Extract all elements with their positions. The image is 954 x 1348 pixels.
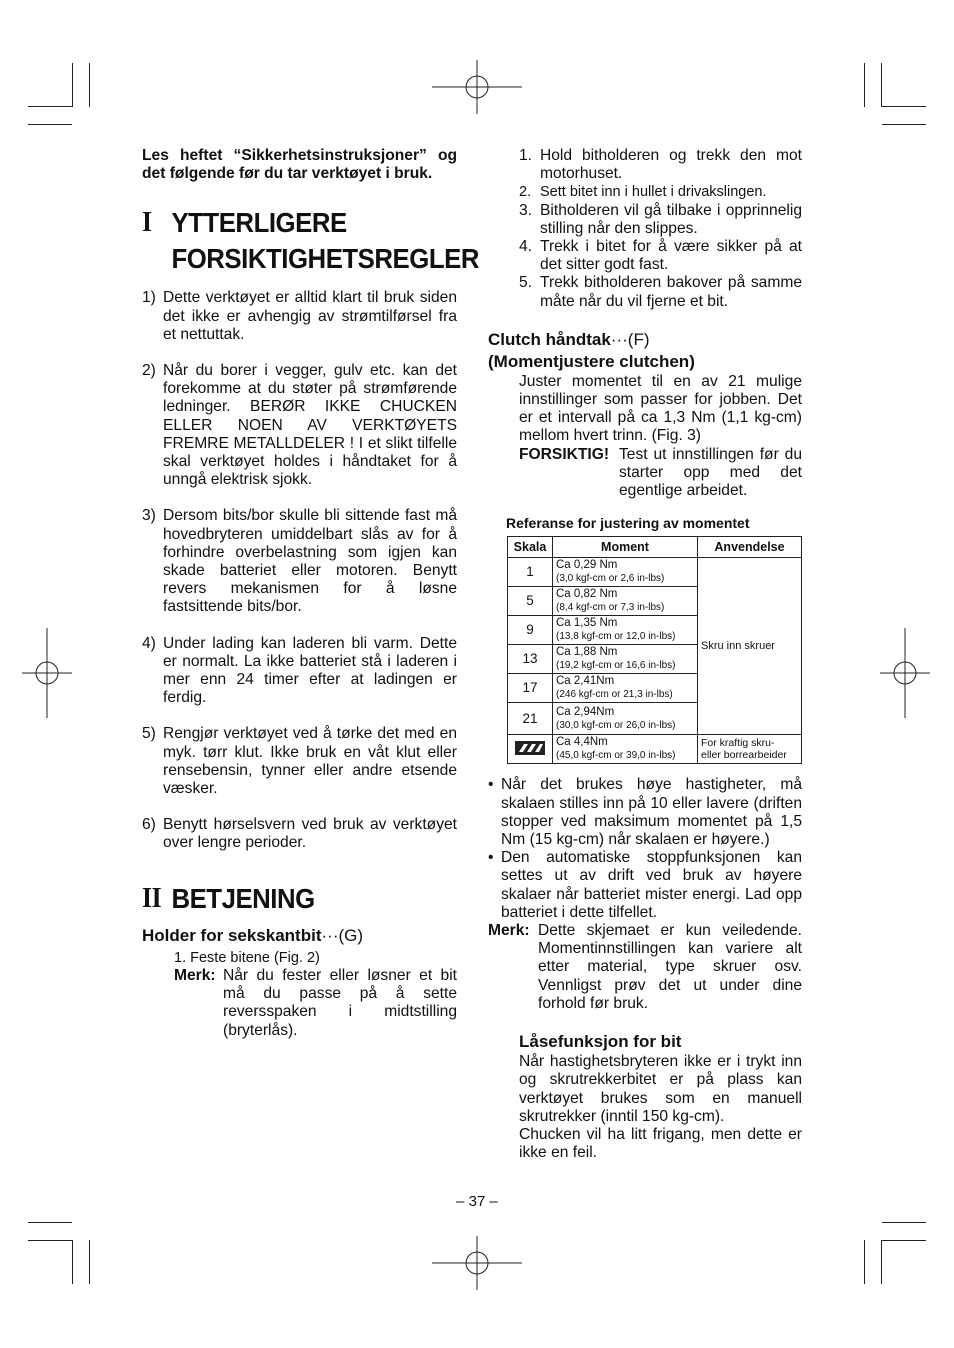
lock-text-1: Når hastighetsbryteren ikke er i trykt inn og skrutrekkerbitet er på plass kan verktøyet brukes som en manuell skrutrekker (inntil 150 kg-cm). — [519, 1053, 802, 1125]
moment-detail: (45,0 kgf-cm or 39,0 in-lbs) — [556, 750, 676, 762]
list-item-number: 2) — [142, 362, 156, 380]
clutch-heading — [488, 329, 802, 373]
list-item-text: Benytt hørselsvern ved bruk av verktøyet over lengre perioder. — [163, 816, 457, 852]
moment-detail: (246 kgf-cm or 21,3 in-lbs) — [556, 689, 673, 701]
moment-detail: (19,2 kgf-cm or 16,6 in-lbs) — [556, 660, 676, 672]
list-item-number: 5. — [519, 274, 533, 292]
table-cell-use: Skru inn skruer — [698, 558, 802, 735]
list-item-text: Bitholderen vil gå tilbake i opprinnelig stilling når den slippes. — [540, 201, 802, 237]
bullet-icon: • — [488, 776, 494, 794]
caution-text: Test ut innstillingen før du starter opp med det egentlige arbeidet. — [619, 445, 802, 500]
list-item — [142, 362, 457, 489]
clutch-caution — [488, 446, 802, 501]
holder-title: Holder for sekskantbit — [142, 925, 322, 945]
moment-detail: (3,0 kgf-cm or 2,6 in-lbs) — [556, 573, 665, 585]
table-cell-use — [698, 735, 802, 764]
list-item-text: Rengjør verktøyet ved å tørke det med en myk. tørr klut. Ikke bruk en våt klut eller rensebensin, tynner eller andre etsende væsker. — [163, 725, 457, 798]
list-item — [142, 507, 457, 616]
list-item-text: Dersom bits/bor skulle bli sittende fast må hovedbryteren umiddelbart slås av for å forhindre overbelastning som igjen kan skade batteriet eller motoren. Benytt revers mekanismen for å løsne fastsittende bits/bor. — [163, 507, 457, 616]
list-item-text: Når du borer i vegger, gulv etc. kan det forekomme at du støter på strømførende ledninger. BERØR IKKE CHUCKEN ELLER NOEN AV VERKTØYETS FREMRE METALLDELER ! I et slikt tilfelle skal verktøyet holdes i håndtaket for å unngå elektrisk sjokk. — [163, 362, 457, 489]
moment-detail: (13,8 kgf-cm or 12,0 in-lbs) — [556, 631, 676, 643]
list-item-number: 2. — [519, 184, 532, 201]
table-cell-scale: 17 — [508, 674, 553, 703]
table-cell-moment — [553, 558, 698, 587]
moment-value: Ca 2,94Nm — [556, 705, 615, 718]
drill-symbol-icon — [515, 741, 545, 755]
moment-value: Ca 0,82 Nm — [556, 588, 618, 601]
merk-text: Dette skjemaet er kun veiledende. Momentinnstillingen kan variere alt etter material, type skruer osv. Vennligst prøv det ut under dine forhold før bruk. — [538, 922, 802, 1012]
table-cell-moment — [553, 674, 698, 703]
list-item-number: 3) — [142, 507, 156, 525]
list-item — [488, 849, 802, 922]
table-header-row — [508, 537, 802, 558]
section-2-heading — [142, 881, 432, 917]
list-item — [142, 635, 457, 708]
bit-steps-list — [488, 147, 802, 311]
list-item — [142, 289, 457, 344]
holder-step: 1. Feste bitene (Fig. 2) — [174, 949, 320, 966]
list-item — [142, 816, 457, 852]
use-text: For kraftig skru- — [701, 737, 775, 750]
list-item-text: Den automatiske stoppfunksjonen kan settes ut av drift ved bruk av høyere skalaer når batteriet mister energi. Lad opp batteriet i dette tilfellet. — [501, 849, 802, 921]
list-item-number: 1. — [519, 147, 533, 164]
list-item-number: 3. — [519, 201, 533, 219]
list-item-number: 1) — [142, 289, 156, 307]
list-item — [488, 183, 802, 201]
list-item — [488, 274, 802, 310]
registration-mark-icon — [880, 628, 930, 718]
table-cell-scale: 9 — [508, 616, 553, 645]
list-item-text: Trekk i bitet for å være sikker på at det sitter godt fast. — [540, 238, 802, 274]
list-item-number: 5) — [142, 725, 156, 743]
list-item-number: 6) — [142, 816, 156, 834]
use-text: eller borrearbeider — [701, 749, 787, 762]
table-row-drill — [508, 735, 802, 764]
list-item — [488, 776, 802, 849]
intro-text: Les heftet “Sikkerhetsinstruksjoner” og det følgende før du tar verktøyet i bruk. — [142, 147, 457, 183]
holder-note — [142, 967, 457, 1040]
moment-value: Ca 1,88 Nm — [556, 646, 618, 659]
merk-label: Merk: — [488, 922, 530, 940]
table-cell-scale: 1 — [508, 558, 553, 587]
table-header: Moment — [553, 537, 698, 558]
moment-detail: (8,4 kgf-cm or 7,3 in-lbs) — [556, 602, 665, 614]
clutch-title: Clutch håndtak — [488, 329, 611, 349]
table-cell-moment — [553, 587, 698, 616]
table-cell-moment — [553, 703, 698, 735]
table-cell-moment — [553, 645, 698, 674]
moment-detail: (30,0 kgf-cm or 26,0 in-lbs) — [556, 719, 676, 731]
holder-suffix: ···(G) — [321, 925, 364, 945]
bullet-icon: • — [488, 849, 494, 867]
section-2-title: BETJENING — [171, 882, 315, 914]
table-cell-scale: 21 — [508, 703, 553, 735]
registration-mark-icon — [432, 1236, 522, 1290]
moment-value: Ca 0,29 Nm — [556, 559, 618, 572]
registration-mark-icon — [22, 628, 72, 718]
clutch-subtitle: (Momentjustere clutchen) — [488, 351, 695, 371]
bullet-list — [488, 776, 802, 922]
list-item-text: Sett bitet inn i hullet i drivakslingen. — [540, 184, 767, 201]
lock-text-2: Chucken vil ha litt frigang, men dette er ikke en feil. — [519, 1125, 802, 1162]
safety-rules-list — [142, 289, 457, 852]
list-item — [142, 725, 457, 798]
list-item-text: Hold bitholderen og trekk den mot motorhuset. — [540, 147, 802, 183]
moment-value: Ca 1,35 Nm — [556, 617, 618, 630]
right-column — [488, 147, 802, 1162]
lock-heading: Låsefunksjon for bit — [519, 1032, 682, 1052]
list-item — [488, 202, 802, 238]
holder-heading — [142, 925, 457, 947]
registration-mark-icon — [432, 60, 522, 114]
moment-value: Ca 2,41Nm — [556, 675, 615, 688]
section-1-title-line1: YTTERLIGERE — [171, 207, 347, 239]
table-cell-moment — [553, 616, 698, 645]
clutch-text: Juster momentet til en av 21 mulige innstillinger som passer for jobben. Det er et intervall på ca 1,3 Nm (1,1 kg-cm) mellom hvert trinn. (Fig. 3) — [519, 372, 802, 445]
list-item-number: 4) — [142, 634, 156, 652]
caution-label: FORSIKTIG! — [519, 445, 610, 463]
table-cell-scale: 5 — [508, 587, 553, 616]
table-row — [508, 558, 802, 587]
list-item — [488, 147, 802, 183]
merk-note — [488, 922, 802, 1013]
page-number: – 37 – — [456, 1193, 498, 1210]
table-cell-scale: 13 — [508, 645, 553, 674]
table-caption: Referanse for justering av momentet — [506, 515, 750, 532]
list-item — [488, 238, 802, 274]
list-item-text: Når det brukes høye hastigheter, må skalaen stilles inn på 10 eller lavere (driften stopper ved maksimum momentet på 1,5 Nm (15 kg-cm) når skalaen er høyere.) — [501, 776, 802, 849]
list-item-number: 4. — [519, 238, 533, 256]
left-column — [142, 147, 479, 1040]
section-1-heading — [142, 205, 479, 277]
moment-value: Ca 4,4Nm — [556, 736, 608, 749]
section-1-roman: I — [142, 207, 152, 239]
list-item-text: Dette verktøyet er alltid klart til bruk siden det ikke er avhengig av strømtilførsel fra et nettuttak. — [163, 289, 457, 343]
table-cell-scale — [508, 735, 553, 764]
table-cell-moment — [553, 735, 698, 764]
section-2-roman: II — [142, 882, 162, 914]
clutch-suffix: ···(F) — [610, 329, 650, 349]
table-header: Anvendelse — [698, 537, 802, 558]
holder-note-label: Merk: — [174, 966, 216, 984]
holder-note-text: Når du fester eller løsner et bit må du passe på å sette reversspaken i midtstilling (bryterlås). — [223, 966, 457, 1039]
section-1-title-line2: FORSIKTIGHETSREGLER — [171, 243, 479, 275]
table-header: Skala — [508, 537, 553, 558]
list-item-text: Under lading kan laderen bli varm. Dette er normalt. La ikke batteriet stå i laderen i mer enn 24 timer efter at ladingen er ferdig. — [163, 634, 457, 707]
list-item-text: Trekk bitholderen bakover på samme måte når du vil fjerne et bit. — [540, 274, 802, 310]
torque-table — [507, 536, 802, 764]
